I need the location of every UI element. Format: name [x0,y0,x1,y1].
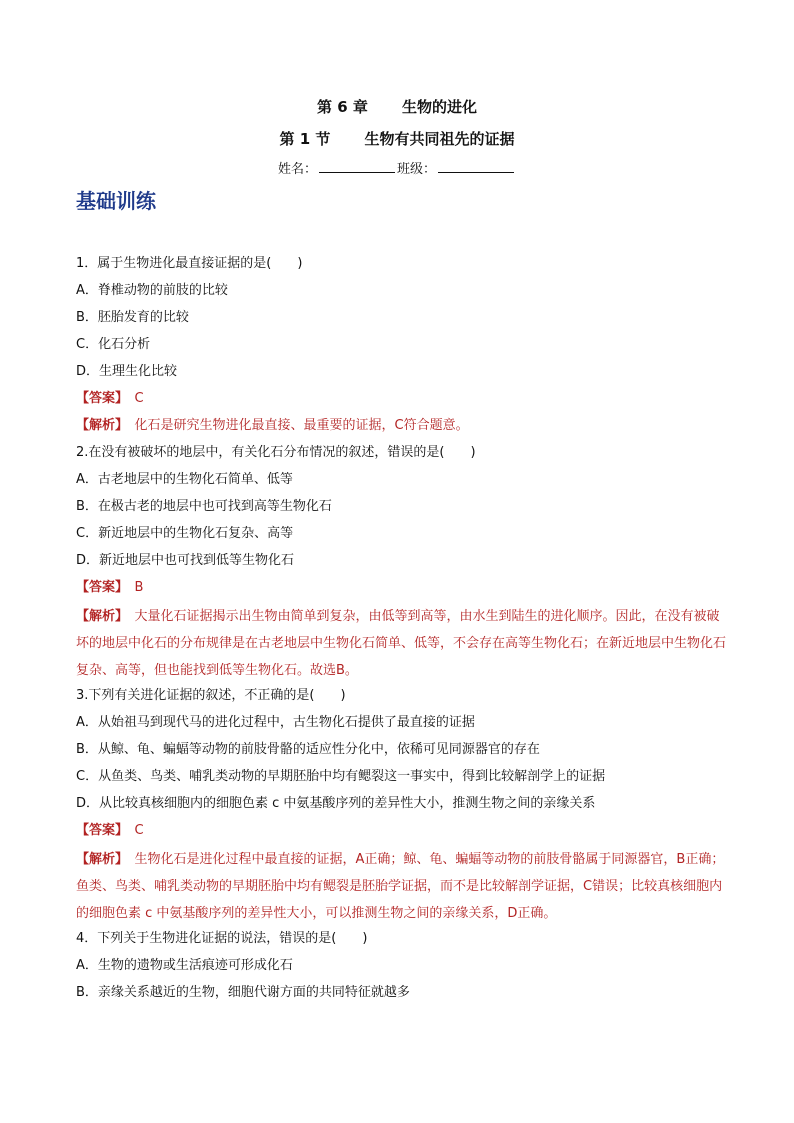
answer-line [76,819,726,846]
question-stem: 3.下列有关进化证据的叙述，不正确的是( ) [76,688,346,703]
option: A．生物的遗物或生活痕迹可形成化石 [76,958,293,973]
answer-tag: 【答案】 [76,580,122,595]
chapter-name: 生物的进化 [401,98,477,116]
explanation-text: 生物化石是进化过程中最直接的证据，A正确；鲸、龟、蝙蝠等动物的前肢骨骼属于同源器官，B正确；鱼类、鸟类、哺乳类动物的早期胚胎中均有鳃裂是胚胎学证据，而不是比较解剖学证据，C错误；比较真核细胞内的细胞色素 c 中氨基酸序列的差异性大小，可以推测生物之间的亲缘关系，D正确。 [76,852,725,921]
option: B．胚胎发育的比较 [76,310,189,325]
explanation-tag: 【解析】 [76,418,122,433]
option: C．从鱼类、鸟类、哺乳类动物的早期胚胎中均有鳃裂这一事实中，得到比较解剖学上的证据 [76,769,606,784]
explanation-tag: 【解析】 [76,852,122,867]
question-stem: 2.在没有被破坏的地层中，有关化石分布情况的叙述，错误的是( ) [76,445,476,460]
explanation-block [76,603,726,684]
option: C．新近地层中的生物化石复杂、高等 [76,526,294,541]
option: B．亲缘关系越近的生物，细胞代谢方面的共同特征就越多 [76,985,410,1000]
explanation-tag: 【解析】 [76,609,122,624]
class-label: 班级： [397,162,437,177]
explanation-block [76,846,726,927]
question-stem: 1．属于生物进化最直接证据的是( ) [76,256,303,271]
explanation-line [76,414,726,441]
option: D．从比较真核细胞内的细胞色素 c 中氨基酸序列的差异性大小，推测生物之间的亲缘关系 [76,796,596,811]
chapter-title [0,96,794,117]
answer-value: C [134,823,144,838]
answer-value: C [134,391,144,406]
option: D．新近地层中也可找到低等生物化石 [76,553,295,568]
option: A．从始祖马到现代马的进化过程中，古生物化石提供了最直接的证据 [76,715,475,730]
question-stem: 4．下列关于生物进化证据的说法，错误的是( ) [76,931,368,946]
option: D．生理生化比较 [76,364,178,379]
chapter-number: 第 6 章 [317,98,368,116]
name-label: 姓名： [277,162,317,177]
answer-tag: 【答案】 [76,391,122,406]
explanation-text: 大量化石证据揭示出生物由简单到复杂，由低等到高等，由水生到陆生的进化顺序。因此，在没有被破坏的地层中化石的分布规律是在古老地层中生物化石简单、低等，不会存在高等生物化石；在新近地层中生物化石复杂、高等，但也能找到低等生物化石。故选B。 [76,609,727,678]
option: B．从鲸、龟、蝙蝠等动物的前肢骨骼的适应性分化中，依稀可见同源器官的存在 [76,742,540,757]
section-heading: 基础训练 [76,189,156,213]
answer-tag: 【答案】 [76,823,122,838]
explanation-text: 化石是研究生物进化最直接、最重要的证据，C符合题意。 [134,418,469,433]
option: B．在极古老的地层中也可找到高等生物化石 [76,499,332,514]
option: A．古老地层中的生物化石简单、低等 [76,472,293,487]
section-name: 生物有共同祖先的证据 [364,130,515,148]
question-list [76,252,726,1008]
option: C．化石分析 [76,337,151,352]
option: A．脊椎动物的前肢的比较 [76,283,228,298]
section-title [0,128,794,149]
answer-line [76,576,726,603]
answer-line [76,387,726,414]
class-blank [438,160,514,173]
section-number: 第 1 节 [279,130,331,148]
name-blank [319,160,395,173]
student-info-line [0,158,794,177]
answer-value: B [134,580,144,595]
